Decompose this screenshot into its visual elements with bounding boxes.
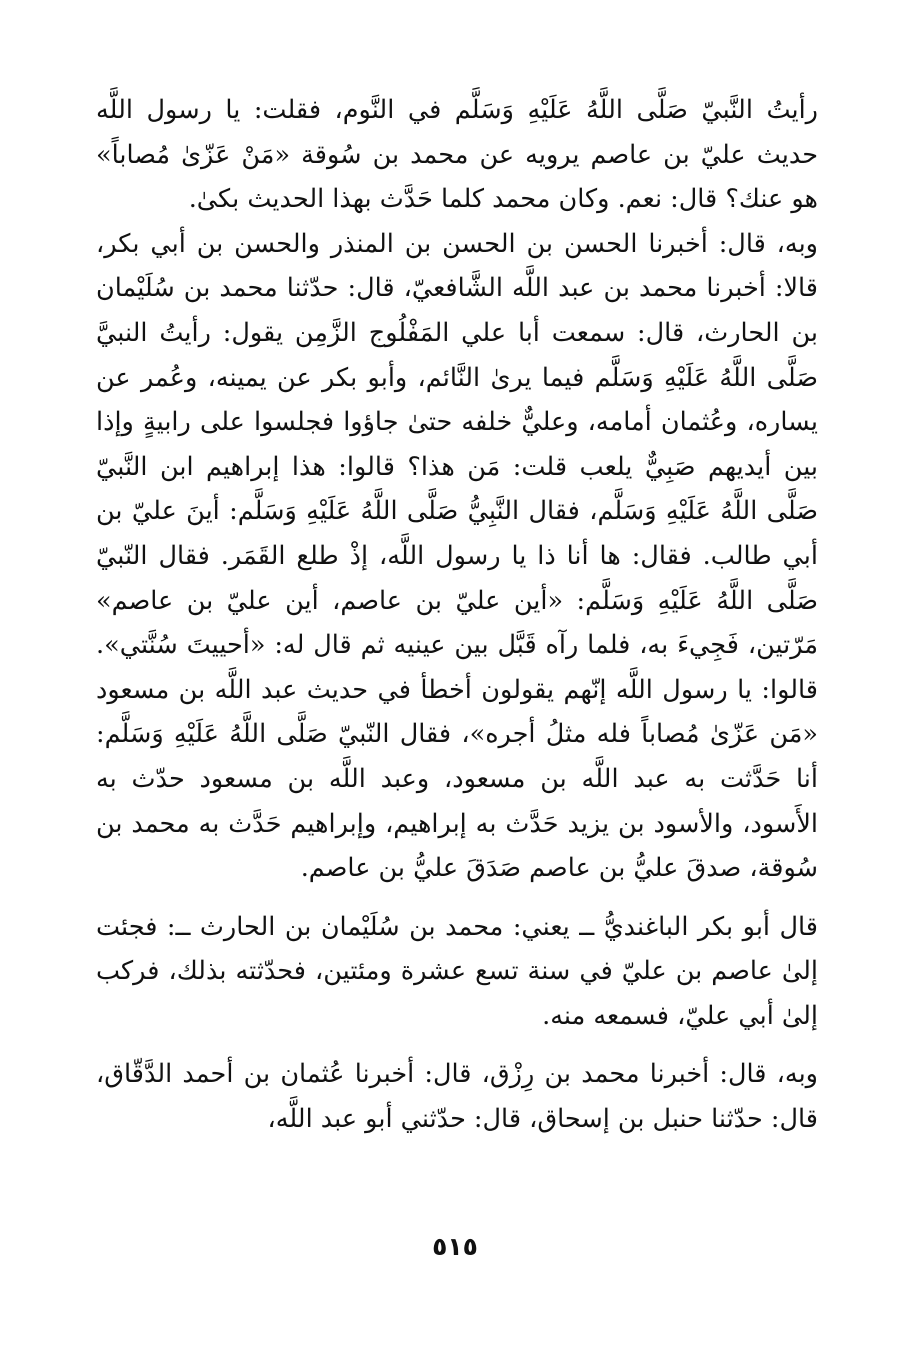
paragraph-3: قال أبو بكر الباغنديُّ ــ يعني: محمد بن سُلَيْمان بن الحارث ــ: فجئت إلىٰ عاصم بن عليّ في سنة تسع عشرة ومئتين، فحدّثته بذلك، فركب إلىٰ أبي عليّ، فسمعه منه. (96, 911, 818, 1031)
paragraph-2: وبه، قال: أخبرنا الحسن بن الحسن بن المنذر والحسن بن أبي بكر، قالا: أخبرنا محمد بن عبد اللَّه الشَّافعيّ، قال: حدّثنا محمد بن سُلَيْمان بن الحارث، قال: سمعت أبا علي المَفْلُوج الزَّمِن يقول: رأيتُ النبيَّ صَلَّى اللَّهُ عَلَيْهِ وَسَلَّم فيما يرىٰ النَّائم، وأبو بكر عن يمينه، وعُمر عن يساره، وعُثمان أمامه، وعليٌّ خلفه حتىٰ جاؤوا فجلسوا على رابيةٍ وإذا بين أيديهم صَبِيٌّ يلعب قلت: مَن هذا؟ قالوا: هذا إبراهيم ابن النَّبيّ صَلَّى اللَّهُ عَلَيْهِ وَسَلَّم، فقال النَّبِيُّ صَلَّى اللَّهُ عَلَيْهِ وَسَلَّم: أينَ عليّ بن أبي طالب. فقال: ها أنا ذا يا رسول اللَّه، إذْ طلع القَمَر. فقال النّبيّ صَلَّى اللَّهُ عَلَيْهِ وَسَلَّم: «أين عليّ بن عاصم، أين عليّ بن عاصم» مَرّتين، فَجِيءَ به، فلما رآه قَبَّل بين عينيه ثم قال له: «أحييتَ سُنَّتي». قالوا: يا رسول اللَّه إنّهم يقولون أخطأ في حديث عبد اللَّه بن مسعود «مَن عَزّىٰ مُصاباً فله مثلُ أجره»، فقال النّبيّ صَلَّى اللَّهُ عَلَيْهِ وَسَلَّم: أنا حَدَّثت به عبد اللَّه بن مسعود، وعبد اللَّه بن مسعود حدّث به الأَسود، والأسود بن يزيد حَدَّث به إبراهيم، وإبراهيم حَدَّث به محمد بن سُوقة، صدقَ عليُّ بن عاصم صَدَقَ عليُّ بن عاصم. (96, 228, 818, 884)
page-number: ٥١٥ (432, 1232, 478, 1261)
page-body (96, 88, 818, 1142)
paragraph-1: رأيتُ النَّبيّ صَلَّى اللَّهُ عَلَيْهِ وَسَلَّم في النَّوم، فقلت: يا رسول اللَّه حديث عليّ بن عاصم يرويه عن محمد بن سُوقة «مَنْ عَزّىٰ مُصاباً» هو عنك؟ قال: نعم. وكان محمد كلما حَدَّث بهذا الحديث بكىٰ. (96, 95, 818, 215)
paragraph-4: وبه، قال: أخبرنا محمد بن رِزْق، قال: أخبرنا عُثمان بن أحمد الدَّقّاق، قال: حدّثنا حنبل بن إسحاق، قال: حدّثني أبو عبد اللَّه، (96, 1059, 818, 1135)
